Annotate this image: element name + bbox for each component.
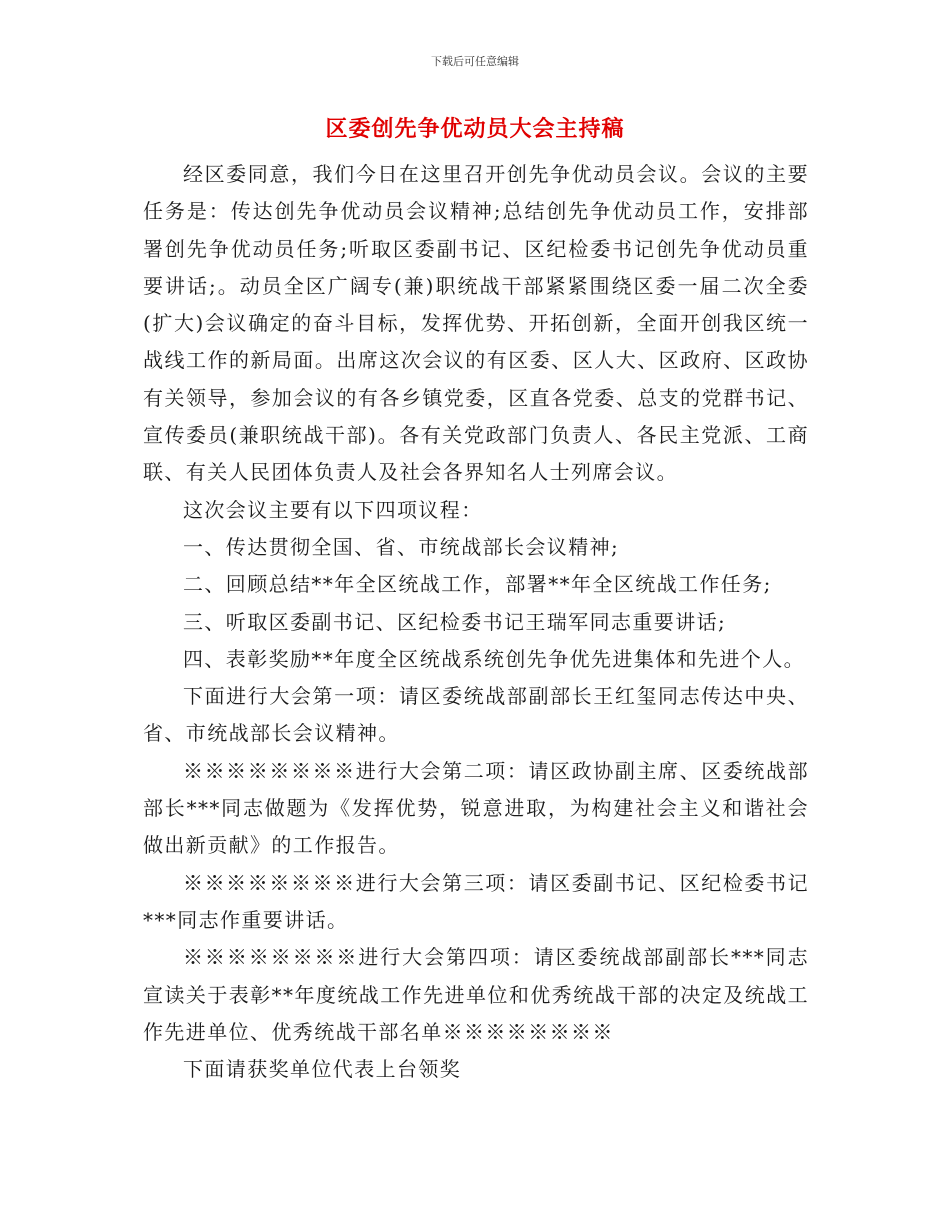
- document-body: [143, 156, 809, 1088]
- paragraph-agenda-item-2: 二、回顾总结**年全区统战工作，部署**年全区统战工作任务;: [183, 572, 772, 597]
- header-note: 下载后可任意编辑: [431, 55, 519, 68]
- paragraph-intro: 经区委同意，我们今日在这里召开创先争优动员会议。会议的主要任务是：传达创先争优动员会议精神;总结创先争优动员工作，安排部署创先争优动员任务;听取区委副书记、区纪检委书记创先争优动员重要讲话;。动员全区广阔专(兼)职统战干部紧紧围绕区委一届二次全委(扩大)会议确定的奋斗目标，发挥优势、开拓创新，全面开创我区统一战线工作的新局面。出席这次会议的有区委、区人大、区政府、区政协有关领导，参加会议的有各乡镇党委，区直各党委、总支的党群书记、宣传委员(兼职统战干部)。各有关党政部门负责人、各民主党派、工商联、有关人民团体负责人及社会各界知名人士列席会议。: [143, 162, 809, 485]
- paragraph-item-three: ※※※※※※※※进行大会第三项：请区委副书记、区纪检委书记***同志作重要讲话。: [143, 870, 809, 932]
- paragraph-agenda-item-3: 三、听取区委副书记、区纪检委书记王瑞军同志重要讲话;: [183, 609, 727, 634]
- paragraph-award: 下面请获奖单位代表上台领奖: [183, 1057, 462, 1082]
- paragraph-agenda-item-4: 四、表彰奖励**年度全区统战系统创先争优先进集体和先进个人。: [183, 646, 805, 671]
- document-title: 区委创先争优动员大会主持稿: [325, 117, 625, 142]
- paragraph-item-two: ※※※※※※※※进行大会第二项：请区政协副主席、区委统战部部长***同志做题为《发挥优势，锐意进取，为构建社会主义和谐社会做出新贡献》的工作报告。: [143, 758, 809, 858]
- paragraph-agenda-intro: 这次会议主要有以下四项议程：: [183, 497, 483, 522]
- paragraph-item-one: 下面进行大会第一项：请区委统战部副部长王红玺同志传达中央、省、市统战部长会议精神。: [143, 684, 809, 746]
- paragraph-agenda-item-1: 一、传达贯彻全国、省、市统战部长会议精神;: [183, 534, 620, 559]
- paragraph-item-four: ※※※※※※※※进行大会第四项：请区委统战部副部长***同志宣读关于表彰**年度统战工作先进单位和优秀统战干部的决定及统战工作先进单位、优秀统战干部名单※※※※※※※※: [143, 945, 809, 1044]
